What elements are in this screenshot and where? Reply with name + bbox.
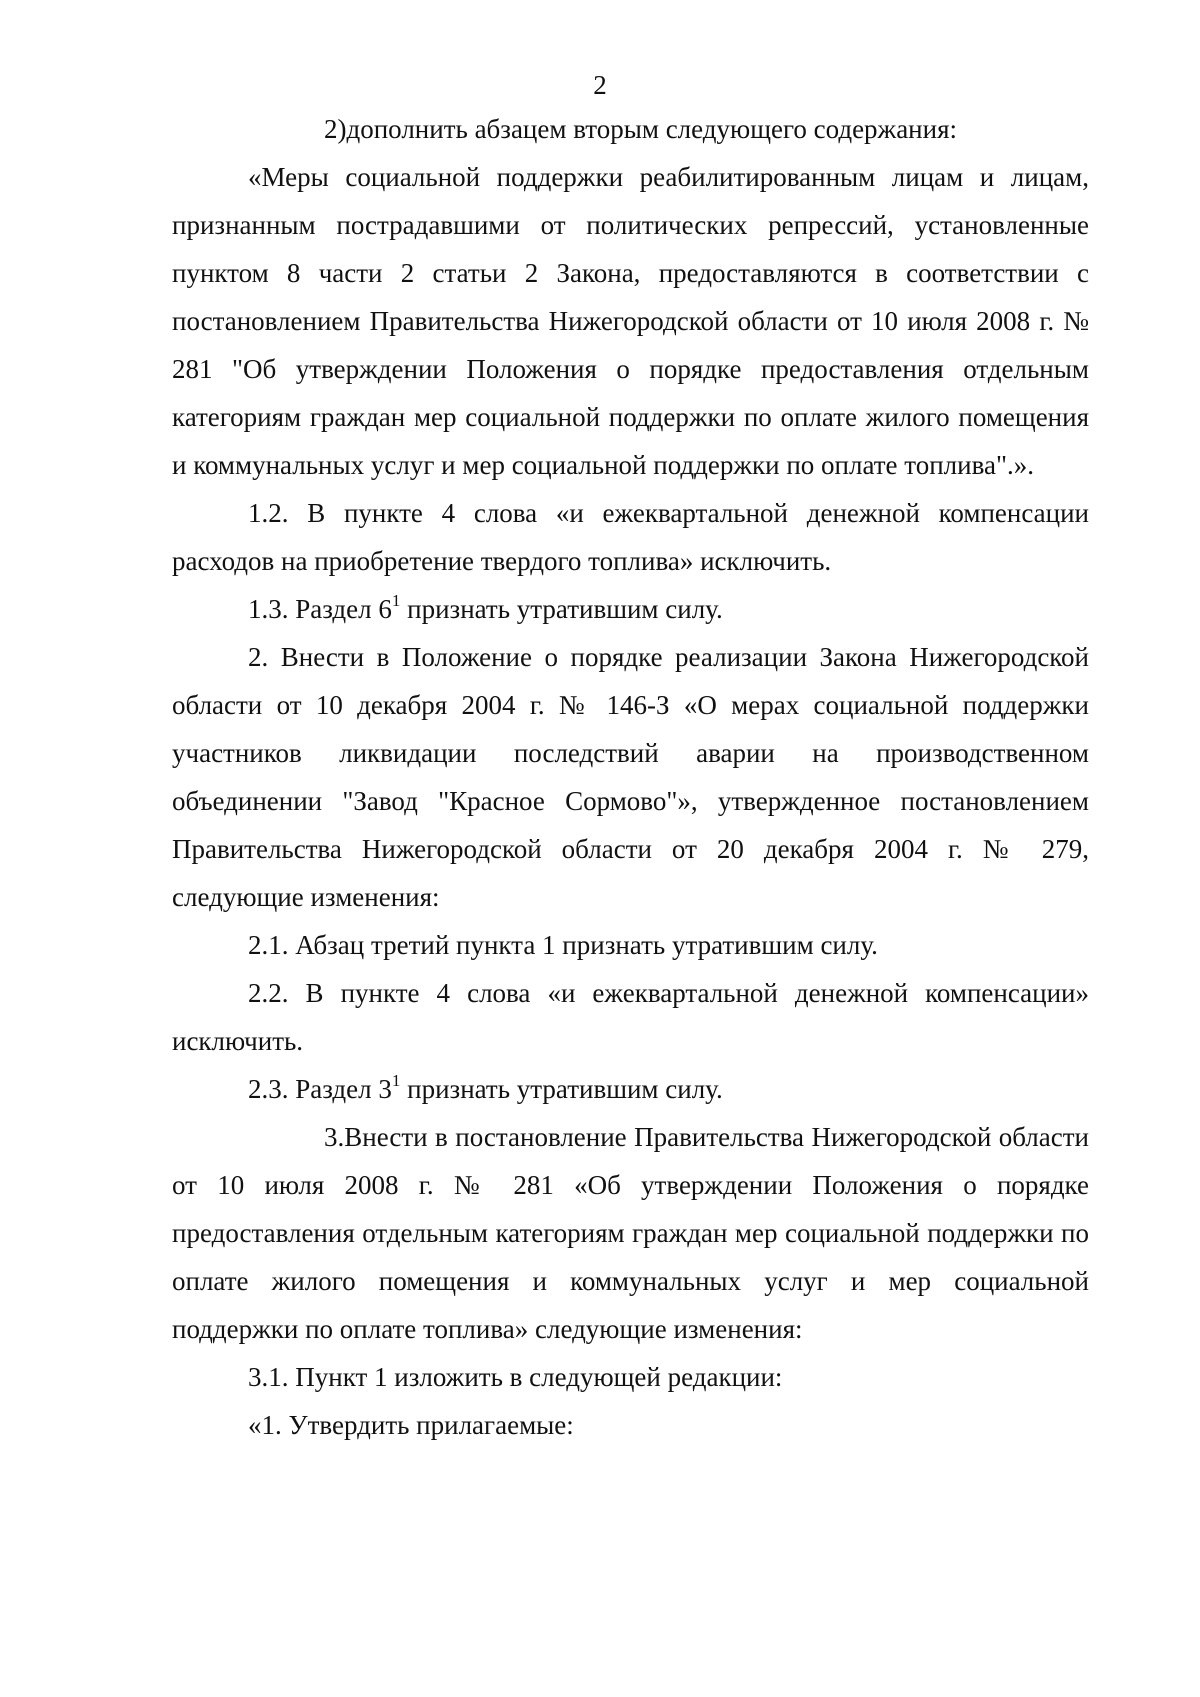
document-body (172, 105, 1089, 1449)
paragraph-text: Внести в постановление Правительства Нижегородской области от 10 июля 2008 г. № 281 «Об утверждении Положения о порядке предоставления отдельным категориям граждан мер социальной поддержки по оплате жилого помещения и коммунальных услуг и мер социальной поддержки по оплате топлива» следующие изменения: (172, 1122, 1089, 1344)
superscript: 1 (391, 591, 401, 610)
paragraph-text: дополнить абзацем вторым следующего содержания: (346, 114, 958, 144)
paragraph-text: 1.3. Раздел 6 (248, 594, 392, 624)
paragraph-text: признать утратившим силу. (400, 594, 723, 624)
paragraph-3 (172, 1113, 1089, 1353)
paragraph-2-2: 2.2. В пункте 4 слова «и ежеквартальной денежной компенсации» исключить. (172, 978, 1089, 1056)
paragraph-item-2 (172, 105, 1089, 153)
paragraph-1-3 (172, 585, 1089, 633)
page-number: 2 (593, 70, 607, 100)
superscript: 1 (391, 1071, 401, 1090)
paragraph-2-1: 2.1. Абзац третий пункта 1 признать утратившим силу. (248, 930, 878, 960)
paragraph-quote-approve: «1. Утвердить прилагаемые: (248, 1410, 574, 1440)
paragraph-2: 2. Внести в Положение о порядке реализации Закона Нижегородской области от 10 декабря 2004 г. № 146-З «О мерах социальной поддержки участников ликвидации последствий аварии на производственном объединении "Завод "Красное Сормово"», утвержденное постановлением Правительства Нижегородской области от 20 декабря 2004 г. № 279, следующие изменения: (172, 642, 1089, 912)
paragraph-3-1: 3.1. Пункт 1 изложить в следующей редакции: (248, 1362, 783, 1392)
paragraph-text: признать утратившим силу. (400, 1074, 723, 1104)
paragraph-text: 2.3. Раздел 3 (248, 1074, 392, 1104)
paragraph-1-2: 1.2. В пункте 4 слова «и ежеквартальной денежной компенсации расходов на приобретение твердого топлива» исключить. (172, 498, 1089, 576)
item-number: 2) (324, 114, 347, 144)
paragraph-quote-measures: «Меры социальной поддержки реабилитированным лицам и лицам, признанным пострадавшими от политических репрессий, установленные пунктом 8 части 2 статьи 2 Закона, предоставляются в соответствии с постановлением Правительства Нижегородской области от 10 июля 2008 г. № 281 "Об утверждении Положения о порядке предоставления отдельным категориям граждан мер социальной поддержки по оплате жилого помещения и коммунальных услуг и мер социальной поддержки по оплате топлива".». (172, 162, 1089, 480)
item-number: 3. (324, 1122, 345, 1152)
paragraph-2-3 (172, 1065, 1089, 1113)
